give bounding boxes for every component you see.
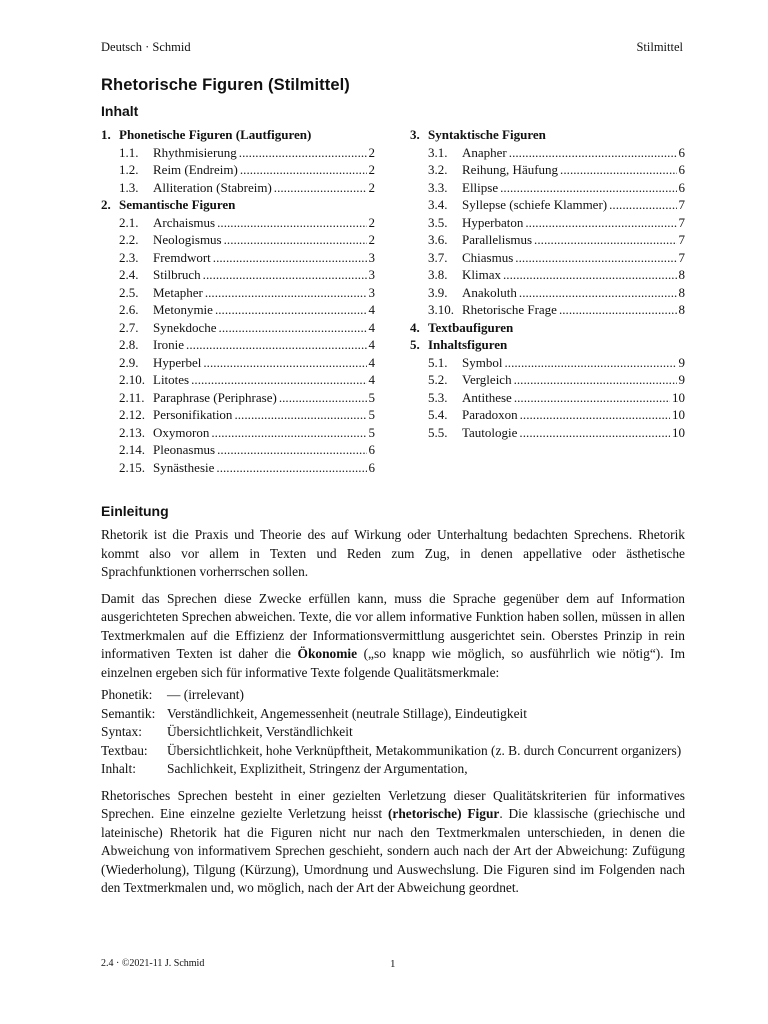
toc-entry[interactable]: [101, 389, 375, 407]
quality-feature-row: [101, 686, 685, 705]
toc-title: Anakoluth: [462, 284, 517, 300]
toc-entry[interactable]: [410, 284, 685, 302]
feature-label: Textbau:: [101, 742, 148, 758]
toc-dot-leader: [515, 249, 676, 267]
toc-entry[interactable]: [101, 161, 375, 179]
toc-entry[interactable]: [410, 371, 685, 389]
toc-dot-leader: [216, 459, 366, 477]
toc-page-number: 2: [368, 162, 375, 177]
toc-title: Alliteration (Stabreim): [153, 179, 272, 195]
toc-dot-leader: [519, 424, 670, 442]
toc-entry[interactable]: [101, 459, 375, 477]
toc-dot-leader: [239, 144, 367, 162]
toc-entry[interactable]: [101, 441, 375, 459]
toc-page-number: 6: [678, 144, 685, 160]
toc-title: Vergleich: [462, 372, 512, 387]
toc-title: Metapher: [153, 284, 203, 300]
feature-value: Übersichtlichkeit, Verständlichkeit: [167, 724, 353, 739]
toc-entry[interactable]: [101, 214, 375, 232]
toc-dot-leader: [203, 266, 367, 284]
toc-dot-leader: [240, 161, 367, 179]
toc-dot-leader: [191, 371, 366, 389]
toc-number: 4.: [410, 319, 420, 335]
toc-page-number: 5: [368, 407, 375, 422]
toc-number: 2.9.: [119, 354, 139, 370]
toc-entry[interactable]: [410, 161, 685, 179]
quality-feature-row: [101, 723, 685, 742]
toc-title: Symbol: [462, 354, 503, 370]
toc-entry[interactable]: [410, 144, 685, 162]
toc-dot-leader: [500, 179, 676, 197]
toc-title: Rhetorische Frage: [462, 302, 557, 317]
toc-dot-leader: [504, 354, 676, 372]
toc-entry[interactable]: [101, 249, 375, 267]
toc-title: Oxymoron: [153, 424, 210, 440]
toc-page-number: 4: [368, 354, 375, 370]
toc-number: 2.6.: [119, 302, 139, 317]
toc-title: Ellipse: [462, 179, 499, 195]
intro-body: [101, 526, 685, 906]
toc-dot-leader: [509, 144, 677, 162]
toc-dot-leader: [520, 406, 670, 424]
toc-dot-leader: [525, 214, 676, 232]
toc-dot-leader: [203, 354, 366, 372]
toc-dot-leader: [211, 424, 366, 442]
intro-paragraph-1: Rhetorik ist die Praxis und Theorie des auf Wirkung oder Unterhaltung bedachten Sprechens. Rhetorik kommt also vor allem in Texten und Reden zum Zug, in denen appellative oder ästhetische Sprachfunktionen vorherrschen sollen.: [101, 527, 685, 579]
intro-heading: Einleitung: [101, 503, 169, 519]
toc-page-number: 7: [678, 232, 685, 247]
toc-title: Reim (Endreim): [153, 162, 238, 177]
toc-page-number: 8: [678, 302, 685, 317]
toc-page-number: 6: [678, 162, 685, 177]
toc-title: Syllepse (schiefe Klammer): [462, 197, 608, 212]
toc-number: 2.7.: [119, 319, 139, 335]
toc-number: 5.5.: [428, 424, 448, 440]
toc-number: 5.: [410, 337, 420, 352]
toc-page-number: 4: [368, 337, 375, 352]
feature-label: Phonetik:: [101, 687, 153, 702]
toc-number: 5.2.: [428, 372, 448, 387]
feature-value: Übersichtlichkeit, hohe Verknüpftheit, Metakommunikation (z. B. durch Concurrent organizers): [167, 742, 682, 758]
toc-page-number: 3: [368, 267, 375, 282]
toc-page-number: 3: [368, 249, 375, 265]
bold-term: Ökonomie: [297, 646, 358, 661]
toc-entry[interactable]: [410, 301, 685, 319]
toc-title: Ironie: [153, 337, 185, 352]
toc-dot-leader: [224, 231, 367, 249]
toc-dot-leader: [215, 301, 367, 319]
toc-page-number: 10: [672, 389, 685, 405]
toc-entry[interactable]: [101, 301, 375, 319]
toc-dot-leader: [519, 284, 677, 302]
quality-feature-row: [101, 705, 685, 724]
toc-title: Synekdoche: [153, 319, 217, 335]
toc-entry[interactable]: [101, 266, 375, 284]
toc-title: Hyperbaton: [462, 214, 524, 230]
toc-title: Fremdwort: [153, 249, 211, 265]
toc-entry[interactable]: [101, 284, 375, 302]
toc-dot-leader: [514, 389, 670, 407]
toc-entry[interactable]: [101, 371, 375, 389]
toc-page-number: 5: [368, 389, 375, 405]
toc-title: Paraphrase (Periphrase): [153, 389, 277, 405]
toc-section[interactable]: [101, 196, 375, 214]
toc-number: 1.: [101, 127, 111, 142]
quality-feature-row: [101, 742, 685, 761]
toc-entry[interactable]: [410, 214, 685, 232]
toc-page-number: 7: [678, 197, 685, 212]
toc-number: 2.12.: [119, 407, 145, 422]
toc-page-number: 3: [368, 284, 375, 300]
toc-title: Hyperbel: [153, 354, 202, 370]
footer-left: 2.4 · ©2021-11 J. Schmid: [101, 958, 205, 969]
toc-section[interactable]: [410, 319, 685, 337]
feature-value: — (irrelevant): [167, 687, 244, 702]
toc-section[interactable]: [101, 126, 375, 144]
toc-number: 2.15.: [119, 459, 145, 475]
toc-entry[interactable]: [101, 179, 375, 197]
toc-dot-leader: [559, 301, 677, 319]
feature-label: Syntax:: [101, 724, 142, 739]
toc-number: 3.9.: [428, 284, 448, 300]
toc-page-number: 8: [678, 267, 685, 282]
toc-number: 2.3.: [119, 249, 139, 265]
toc-number: 3.1.: [428, 144, 448, 160]
toc-dot-leader: [514, 371, 677, 389]
toc-entry[interactable]: [410, 179, 685, 197]
toc-page-number: 5: [368, 424, 375, 440]
toc-number: 3.: [410, 127, 420, 142]
toc-title: Anapher: [462, 144, 507, 160]
toc-number: 2.11.: [119, 389, 145, 405]
toc-page-number: 4: [368, 319, 375, 335]
toc-title: Stilbruch: [153, 267, 201, 282]
toc-entry[interactable]: [101, 319, 375, 337]
toc-page-number: 6: [368, 442, 375, 457]
toc-number: 3.8.: [428, 267, 448, 282]
toc-dot-leader: [205, 284, 367, 302]
toc-entry[interactable]: [410, 266, 685, 284]
toc-dot-leader: [279, 389, 367, 407]
toc-number: 1.3.: [119, 179, 139, 195]
toc-title: Chiasmus: [462, 249, 514, 265]
feature-label: Semantik:: [101, 705, 156, 721]
toc-column-left: [101, 126, 375, 476]
intro-paragraph-2: Damit das Sprechen diese Zwecke erfüllen kann, muss die Sprache gegenüber dem auf Information ausgerichteten Sprechen abweichen. Texte, die vor allem informative Funktion haben sollen, müssen in allen Textmerkmalen auf die Effizienz der Informationsvermittlung ausgerichtet sein. Oberstes Prinzip in rein informativen Texten ist daher die Ökonomie („so knapp wie möglich, so ausführlich wie nötig“). Im einzelnen ergeben sich für informative Texte folgende Qualitätsmerkmale:: [101, 590, 685, 680]
toc-entry[interactable]: [410, 354, 685, 372]
toc-title: Antithese: [462, 389, 512, 405]
toc-entry[interactable]: [410, 231, 685, 249]
toc-number: 2.4.: [119, 267, 139, 282]
bold-term: (rhetorische) Figur: [387, 806, 500, 821]
toc-title: Litotes: [153, 372, 190, 387]
toc-page-number: 9: [678, 372, 685, 387]
toc-title: Synästhesie: [153, 459, 215, 475]
toc-dot-leader: [219, 319, 367, 337]
toc-page-number: 2: [368, 179, 375, 195]
toc-title: Archaismus: [153, 214, 216, 230]
toc-entry[interactable]: [101, 354, 375, 372]
toc-dot-leader: [213, 249, 367, 267]
toc-entry[interactable]: [101, 231, 375, 249]
toc-entry[interactable]: [410, 196, 685, 214]
toc-number: 3.7.: [428, 249, 448, 265]
toc-dot-leader: [609, 196, 676, 214]
header-left: Deutsch · Schmid: [101, 40, 191, 54]
toc-section[interactable]: [410, 336, 685, 354]
toc-entry[interactable]: [101, 406, 375, 424]
toc-number: 2.8.: [119, 337, 139, 352]
toc-title: Semantische Figuren: [119, 197, 236, 212]
toc-number: 2.2.: [119, 232, 139, 247]
toc-number: 2.10.: [119, 372, 145, 387]
toc-number: 5.4.: [428, 407, 448, 422]
toc-entry[interactable]: [410, 406, 685, 424]
toc-title: Personifikation: [153, 407, 233, 422]
intro-paragraph-3: Rhetorisches Sprechen besteht in einer gezielten Verletzung dieser Qualitätskriterien für informatives Sprechen. Eine einzelne gezielte Verletzung heisst (rhetorische) Figur. Die klassische (griechische und lateinische) Rhetorik hat die Figuren nicht nur nach den Textmerkmalen unterschieden, in denen die Abweichung von informativem Sprechen geschieht, sondern auch nach der Art der Abweichung: Zufügung (Wiederholung), Tilgung (Kürzung), Umordnung und Auswechslung. Die Figuren sind im Folgenden nach den Textmerkmalen und, wo möglich, nach der Art der Abweichung geordnet.: [101, 787, 686, 895]
toc-dot-leader: [534, 231, 676, 249]
toc-number: 2.: [101, 197, 111, 212]
toc-number: 2.1.: [119, 214, 139, 230]
toc-dot-leader: [274, 179, 367, 197]
toc-title: Pleonasmus: [153, 442, 216, 457]
toc-page-number: 2: [368, 214, 375, 230]
quality-features-list: [101, 686, 685, 779]
toc-heading: Inhalt: [101, 103, 139, 119]
toc-dot-leader: [503, 266, 677, 284]
toc-page-number: 4: [368, 372, 375, 387]
toc-entry[interactable]: [101, 424, 375, 442]
toc-number: 5.3.: [428, 389, 448, 405]
toc-title: Paradoxon: [462, 407, 518, 422]
toc-title: Syntaktische Figuren: [428, 127, 546, 142]
toc-page-number: 4: [368, 302, 375, 317]
toc-page-number: 6: [678, 179, 685, 195]
toc-page-number: 6: [368, 459, 375, 475]
feature-value: Sachlichkeit, Explizitheit, Stringenz der Argumentation,: [167, 761, 468, 776]
quality-feature-row: [101, 760, 685, 779]
toc-number: 5.1.: [428, 354, 448, 370]
feature-value: Verständlichkeit, Angemessenheit (neutrale Stillage), Eindeutigkeit: [167, 705, 527, 721]
toc-entry[interactable]: [101, 336, 375, 354]
toc-page-number: 7: [678, 249, 685, 265]
toc-number: 3.3.: [428, 179, 448, 195]
toc-entry[interactable]: [410, 249, 685, 267]
toc-number: 1.2.: [119, 162, 139, 177]
toc-number: 1.1.: [119, 144, 139, 160]
toc-dot-leader: [186, 336, 366, 354]
toc-title: Neologismus: [153, 232, 222, 247]
feature-label: Inhalt:: [101, 761, 136, 776]
toc-title: Phonetische Figuren (Lautfiguren): [119, 127, 312, 142]
toc-number: 3.5.: [428, 214, 448, 230]
toc-number: 3.6.: [428, 232, 448, 247]
toc-number: 2.13.: [119, 424, 145, 440]
toc-title: Textbaufiguren: [428, 319, 514, 335]
toc-entry[interactable]: [410, 389, 685, 407]
toc-dot-leader: [234, 406, 366, 424]
toc-title: Reihung, Häufung: [462, 162, 559, 177]
toc-page-number: 2: [368, 232, 375, 247]
toc-number: 2.5.: [119, 284, 139, 300]
toc-page-number: 10: [672, 407, 685, 422]
page-number: 1: [390, 958, 396, 970]
toc-title: Rhythmisierung: [153, 144, 237, 160]
header-right: Stilmittel: [636, 40, 683, 54]
toc-dot-leader: [217, 214, 366, 232]
toc-title: Inhaltsfiguren: [428, 337, 508, 352]
toc-column-right: [410, 126, 685, 441]
page-footer: [101, 958, 685, 969]
toc-page-number: 7: [678, 214, 685, 230]
toc-page-number: 9: [678, 354, 685, 370]
toc-title: Parallelismus: [462, 232, 533, 247]
toc-number: 2.14.: [119, 442, 145, 457]
toc-number: 3.10.: [428, 302, 454, 317]
toc-page-number: 2: [368, 144, 375, 160]
toc-section[interactable]: [410, 126, 685, 144]
toc-entry[interactable]: [101, 144, 375, 162]
toc-title: Metonymie: [153, 302, 213, 317]
toc-entry[interactable]: [410, 424, 685, 442]
toc-page-number: 8: [678, 284, 685, 300]
toc-title: Tautologie: [462, 424, 518, 440]
page-header: [101, 40, 683, 55]
toc-dot-leader: [217, 441, 366, 459]
toc-title: Klimax: [462, 267, 501, 282]
toc-number: 3.4.: [428, 197, 448, 212]
toc-number: 3.2.: [428, 162, 448, 177]
page-title: Rhetorische Figuren (Stilmittel): [101, 76, 350, 94]
toc-dot-leader: [560, 161, 676, 179]
toc-page-number: 10: [672, 424, 685, 440]
